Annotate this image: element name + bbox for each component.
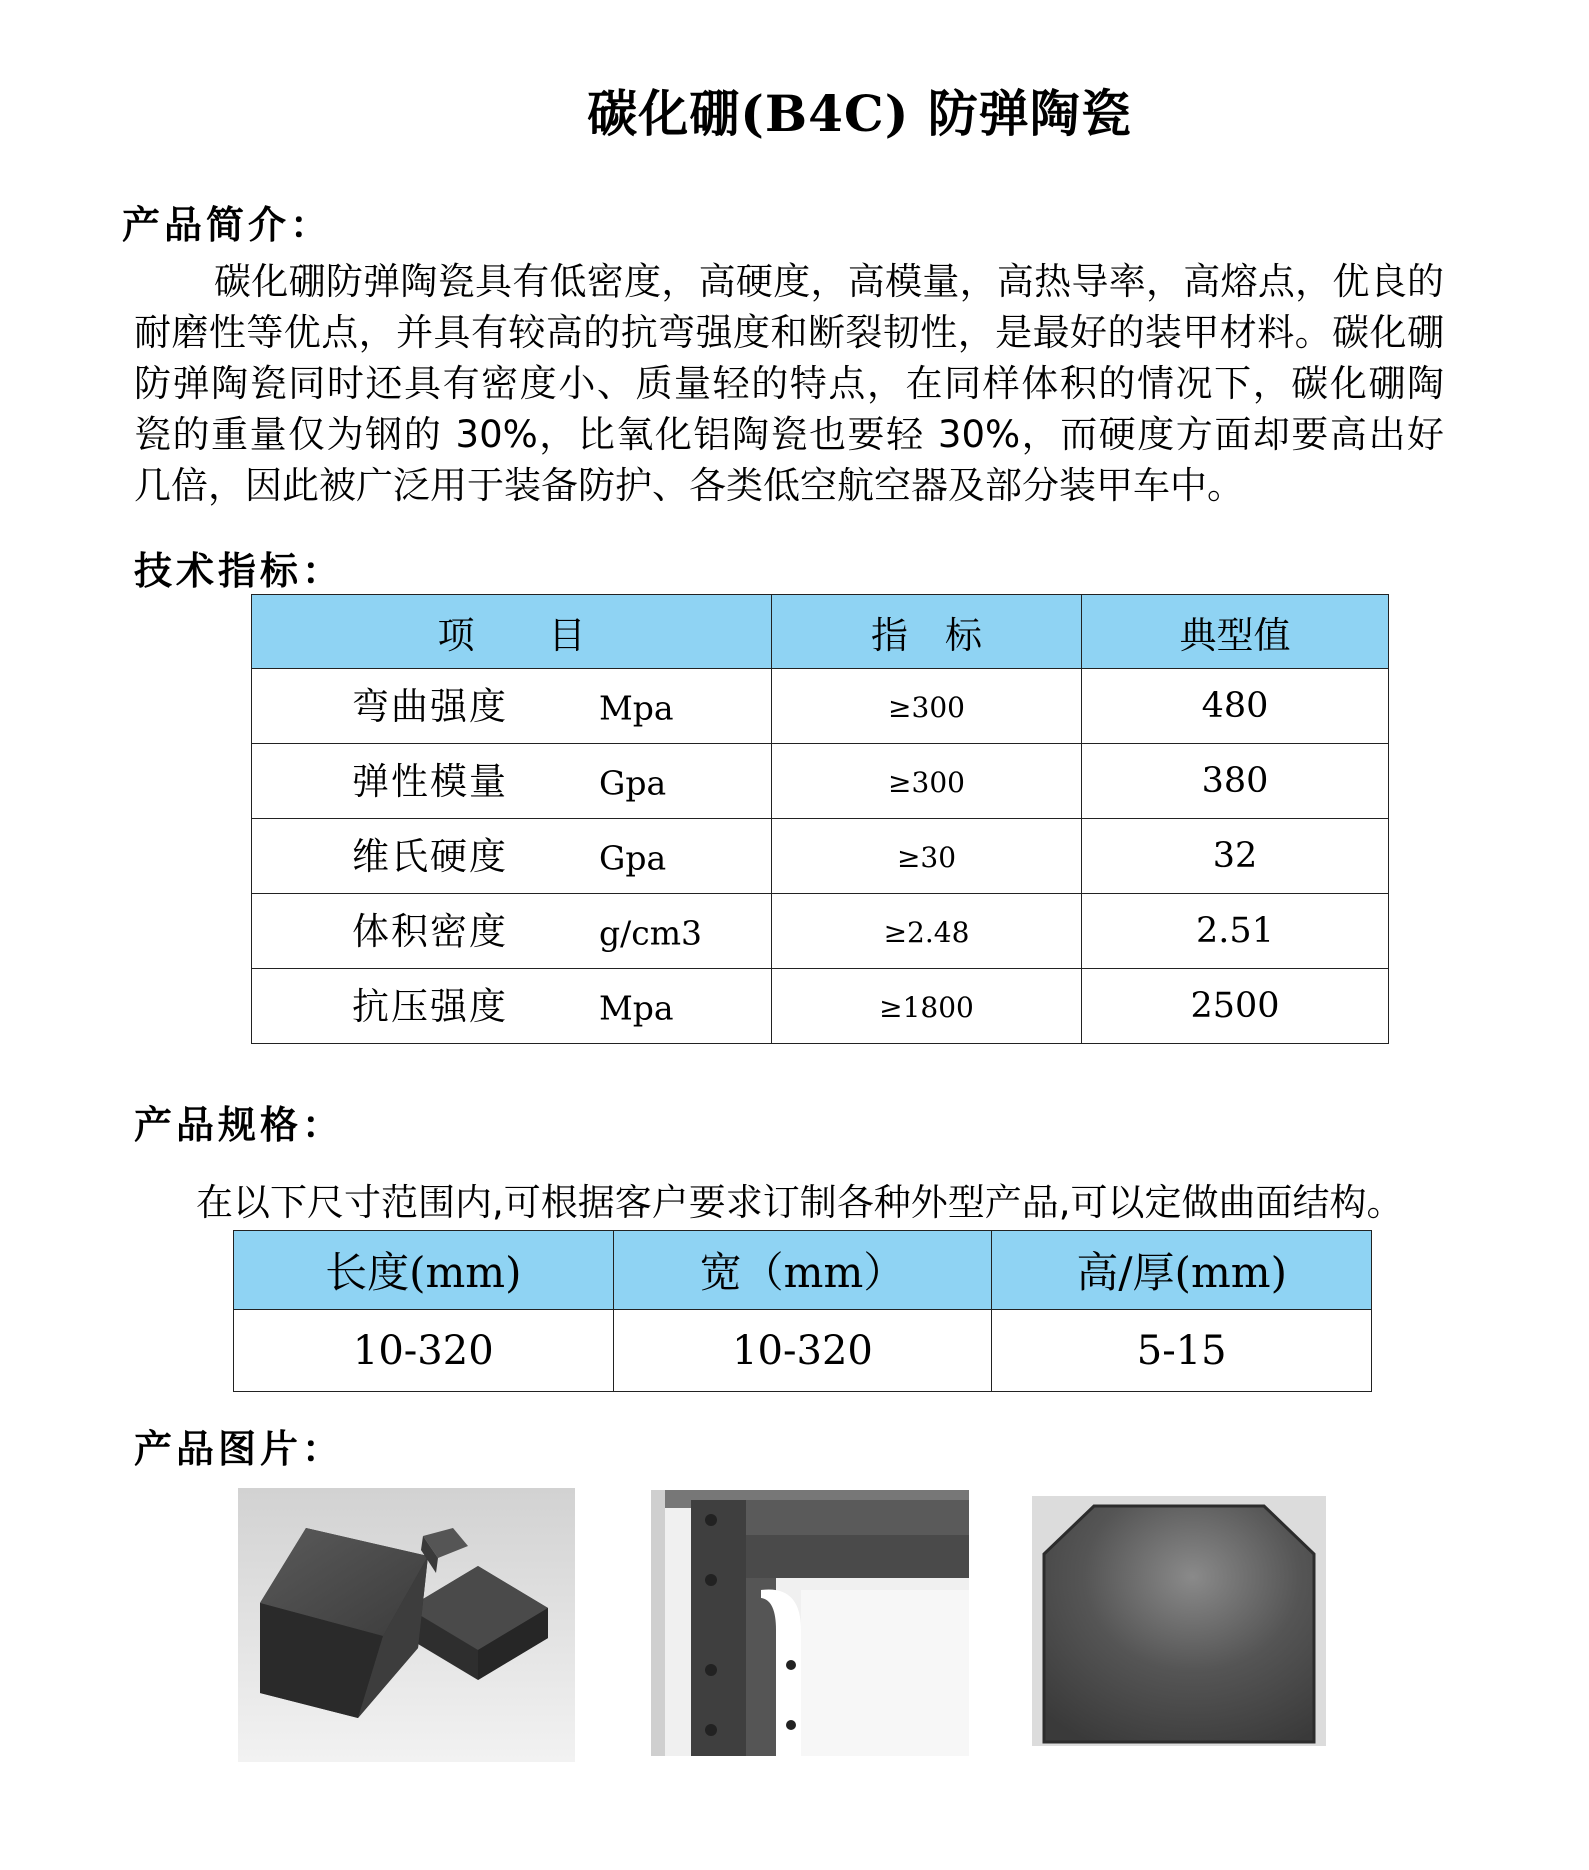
- size-height-value: 5-15: [992, 1310, 1372, 1392]
- intro-paragraph: [134, 256, 1444, 511]
- specs-heading: 技术指标：: [134, 549, 345, 593]
- spec-index-value: ≥300: [888, 691, 965, 724]
- photos-heading: 产品图片：: [134, 1427, 345, 1471]
- spec-index-value: ≥30: [896, 841, 957, 874]
- spec-item-name: 抗压强度: [352, 984, 508, 1028]
- spec-item-unit: Mpa: [599, 688, 674, 728]
- table-row: [252, 669, 1389, 744]
- spec-item-name: 弹性模量: [352, 759, 508, 803]
- size-length-value: 10-320: [234, 1310, 614, 1392]
- spec-item-cell: [252, 969, 772, 1044]
- specs-header-item: 项 目: [252, 595, 772, 669]
- spec-typical-value: 380: [1082, 744, 1389, 819]
- table-row: [252, 744, 1389, 819]
- sizes-header-row: [234, 1231, 1372, 1310]
- table-row: [234, 1310, 1372, 1392]
- intro-line: 防弹陶瓷同时还具有密度小、质量轻的特点，在同样体积的情况下，碳化硼陶: [134, 362, 1444, 405]
- spec-item-name: 弯曲强度: [352, 684, 508, 728]
- product-photo-plate: [1032, 1496, 1326, 1746]
- spec-item-cell: [252, 894, 772, 969]
- spec-item-unit: g/cm3: [599, 913, 703, 953]
- intro-line: 耐磨性等优点，并具有较高的抗弯强度和断裂韧性，是最好的装甲材料。碳化硼: [134, 311, 1444, 354]
- size-width-value: 10-320: [613, 1310, 992, 1392]
- spec-item-unit: Gpa: [599, 838, 667, 878]
- spec-index-value: ≥300: [888, 766, 965, 799]
- sizes-note: 在以下尺寸范围内,可根据客户要求订制各种外型产品,可以定做曲面结构。: [196, 1181, 1404, 1224]
- sizes-table: [233, 1230, 1372, 1392]
- product-photo-frame: [651, 1490, 969, 1756]
- specs-header-index: 指 标: [772, 595, 1082, 669]
- spec-typical-value: 480: [1082, 669, 1389, 744]
- specs-header-row: [252, 595, 1389, 669]
- spec-index-value: ≥1800: [879, 991, 974, 1024]
- page-title: 碳化硼(B4C) 防弹陶瓷: [587, 84, 1132, 143]
- table-row: [252, 894, 1389, 969]
- spec-item-unit: Mpa: [599, 988, 674, 1028]
- spec-typical-value: 2.51: [1082, 894, 1389, 969]
- size-header-width: 宽（mm）: [613, 1231, 992, 1310]
- size-header-length: 长度(mm): [234, 1231, 614, 1310]
- spec-typical-value: 32: [1082, 819, 1389, 894]
- intro-heading: 产品简介：: [122, 203, 333, 247]
- spec-item-name: 维氏硬度: [352, 834, 508, 878]
- table-row: [252, 819, 1389, 894]
- sizes-heading: 产品规格：: [134, 1103, 345, 1147]
- specs-header-typical: 典型值: [1082, 595, 1389, 669]
- spec-typical-value: 2500: [1082, 969, 1389, 1044]
- spec-item-cell: [252, 744, 772, 819]
- intro-line: 碳化硼防弹陶瓷具有低密度，高硬度，高模量，高热导率，高熔点，优良的: [214, 260, 1444, 303]
- intro-line: 几倍，因此被广泛用于装备防护、各类低空航空器及部分装甲车中。: [134, 464, 1244, 507]
- size-header-height: 高/厚(mm): [992, 1231, 1372, 1310]
- spec-item-name: 体积密度: [352, 909, 508, 953]
- product-photo-blocks: [238, 1488, 575, 1762]
- spec-index-value: ≥2.48: [883, 916, 970, 949]
- spec-item-unit: Gpa: [599, 763, 667, 803]
- spec-item-cell: [252, 669, 772, 744]
- specs-table: [251, 594, 1389, 1044]
- table-row: [252, 969, 1389, 1044]
- intro-line: 瓷的重量仅为钢的 30%，比氧化铝陶瓷也要轻 30%，而硬度方面却要高出好: [134, 413, 1444, 456]
- spec-item-cell: [252, 819, 772, 894]
